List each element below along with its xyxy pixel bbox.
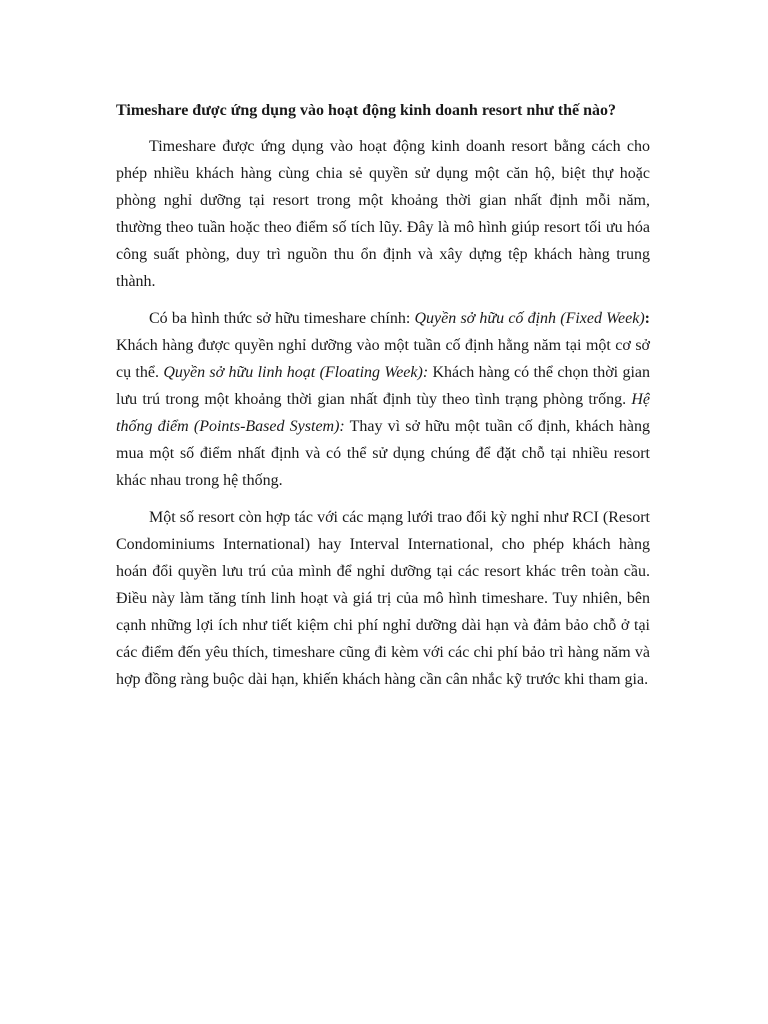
points-system-term: Hệ thống điểm (Points-Based System): — [116, 391, 650, 435]
paragraph-ownership-types — [116, 305, 650, 494]
fixed-week-term: Quyền sở hữu cố định (Fixed Week) — [414, 310, 645, 327]
ownership-intro: Có ba hình thức sở hữu timeshare chính: — [149, 310, 415, 327]
fixed-week-colon: : — [644, 310, 650, 327]
paragraph-overview: Timeshare được ứng dụng vào hoạt động kinh doanh resort bằng cách cho phép nhiều khách hàng cùng chia sẻ quyền sử dụng một căn hộ, biệt thự hoặc phòng nghỉ dưỡng tại resort trong một khoảng thời gian nhất định mỗi năm, thường theo tuần hoặc theo điểm số tích lũy. Đây là mô hình giúp resort tối ưu hóa công suất phòng, duy trì nguồn thu ổn định và xây dựng tệp khách hàng trung thành. — [116, 138, 650, 290]
document-heading: Timeshare được ứng dụng vào hoạt động kinh doanh resort như thế nào? — [116, 102, 617, 119]
floating-week-description: Khách hàng có thể chọn thời gian lưu trú trong một khoảng thời gian nhất định tùy theo tình trạng phòng trống. — [116, 364, 651, 408]
paragraph-exchange-networks: Một số resort còn hợp tác với các mạng lưới trao đổi kỳ nghỉ như RCI (Resort Condominiums International) hay Interval International, cho phép khách hàng hoán đổi quyền lưu trú của mình để nghỉ dưỡng tại các resort khác trên toàn cầu. Điều này làm tăng tính linh hoạt và giá trị của mô hình timeshare. Tuy nhiên, bên cạnh những lợi ích như tiết kiệm chi phí nghỉ dưỡng dài hạn và đảm bảo chỗ ở tại các điểm đến yêu thích, timeshare cũng đi kèm với các chi phí bảo trì hàng năm và hợp đồng ràng buộc dài hạn, khiến khách hàng cần cân nhắc kỹ trước khi tham gia. — [116, 509, 650, 688]
document-body — [116, 97, 650, 703]
floating-week-term: Quyền sở hữu linh hoạt (Floating Week): — [163, 364, 429, 381]
fixed-week-description: Khách hàng được quyền nghỉ dưỡng vào một tuần cố định hằng năm tại một cơ sở cụ thể. — [116, 337, 650, 381]
points-system-description: Thay vì sở hữu một tuần cố định, khách hàng mua một số điểm nhất định và có thể sử dụng chúng để đặt chỗ tại nhiều resort khác nhau trong hệ thống. — [116, 418, 650, 489]
